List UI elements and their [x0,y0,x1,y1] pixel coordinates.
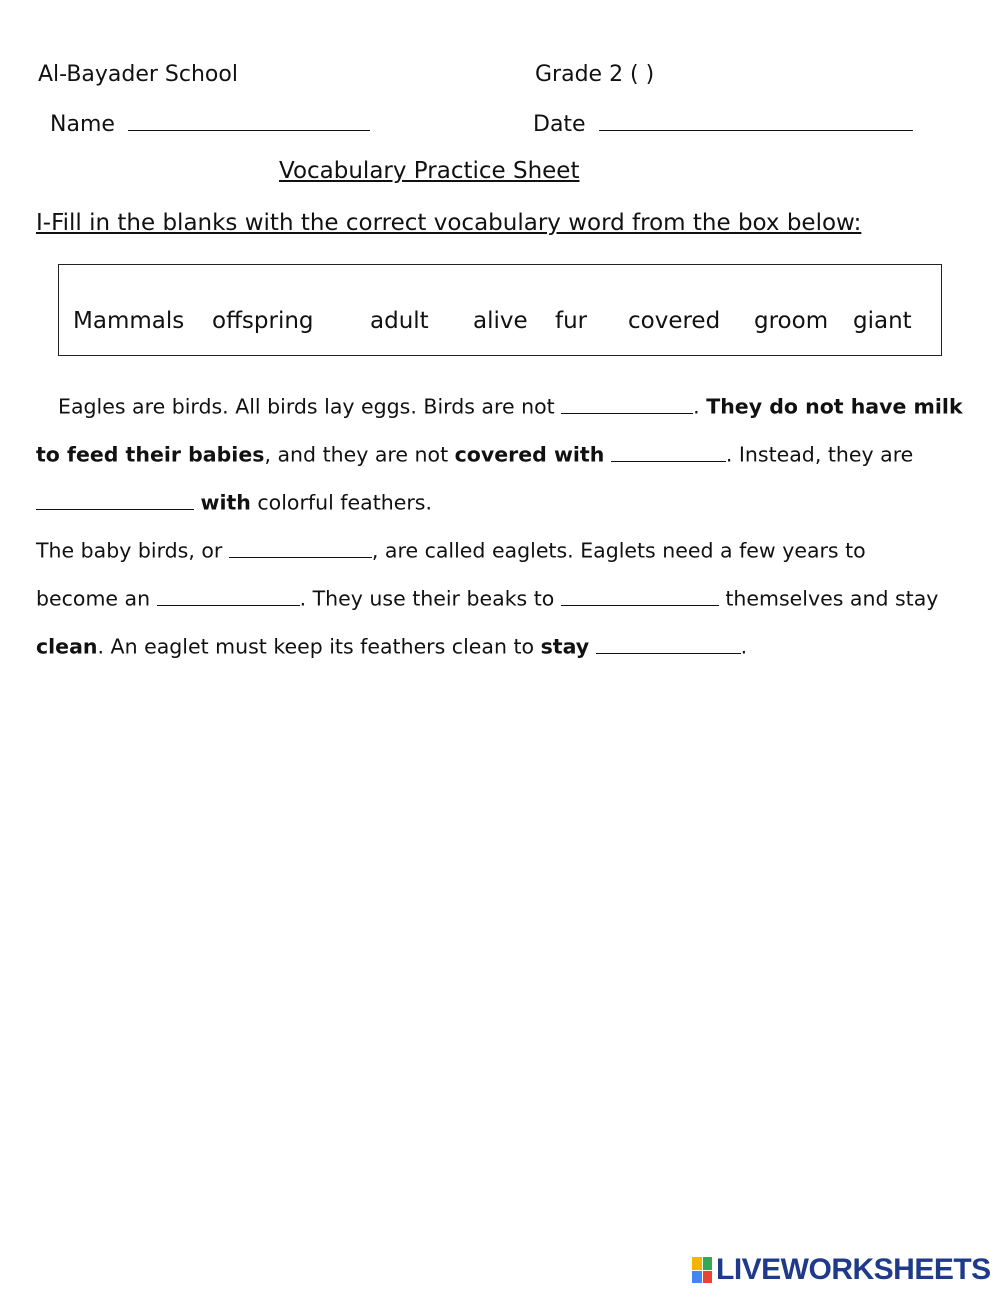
word-bank-item: fur [555,308,588,334]
passage-bold-text: stay [540,634,590,659]
passage-bold-text: covered with [454,442,605,467]
passage-text: The baby birds, or [36,538,229,563]
answer-blank-1[interactable] [561,392,693,414]
passage-bold-text: clean [36,634,98,659]
word-bank-item: groom [754,308,829,334]
passage-text: . [693,394,707,419]
answer-blank-7[interactable] [596,632,741,654]
passage-text: themselves and stay [718,586,939,611]
answer-blank-4[interactable] [229,536,372,558]
passage-line-3 [36,488,432,515]
logo-mark-icon [692,1257,712,1283]
answer-blank-3[interactable] [36,488,194,510]
page-title: Vocabulary Practice Sheet [279,158,580,184]
passage-line-1 [58,392,963,419]
passage-text: . An eaglet must keep its feathers clean to [97,634,541,659]
word-bank-item: alive [473,308,528,334]
passage-line-6 [36,632,747,659]
instruction: I-Fill in the blanks with the correct vocabulary word from the box below: [36,210,862,236]
date-field [533,108,913,137]
passage-text: become an [36,586,157,611]
date-label: Date [533,112,586,137]
liveworksheets-logo [692,1253,991,1287]
word-bank-item: giant [853,308,912,334]
passage-text: . They use their beaks to [299,586,561,611]
word-bank-item: Mammals [73,308,185,334]
name-field [50,108,370,137]
word-bank-item: covered [628,308,721,334]
date-blank[interactable] [599,108,913,131]
answer-blank-2[interactable] [611,440,726,462]
passage-bold-text: to feed their babies [36,442,265,467]
word-bank-item: adult [370,308,429,334]
passage-bold-text: with [200,490,251,515]
word-bank-item: offspring [212,308,314,334]
passage-text: Eagles are birds. All birds lay eggs. Birds are not [58,394,562,419]
passage-line-5 [36,584,938,611]
passage-text: , and they are not [264,442,455,467]
answer-blank-6[interactable] [561,584,719,606]
passage-text: . Instead, they are [725,442,914,467]
logo-text: LIVEWORKSHEETS [716,1253,991,1286]
passage-text: . [740,634,748,659]
passage-line-2 [36,440,913,467]
passage-text: colorful feathers. [250,490,432,515]
passage-bold-text: They do not have milk [706,394,963,419]
name-label: Name [50,112,115,137]
school-name: Al-Bayader School [38,62,238,87]
answer-blank-5[interactable] [157,584,300,606]
name-blank[interactable] [128,108,370,131]
passage-text: , are called eaglets. Eaglets need a few years to [371,538,866,563]
passage-line-4 [36,536,866,563]
grade-label: Grade 2 ( ) [535,62,655,87]
